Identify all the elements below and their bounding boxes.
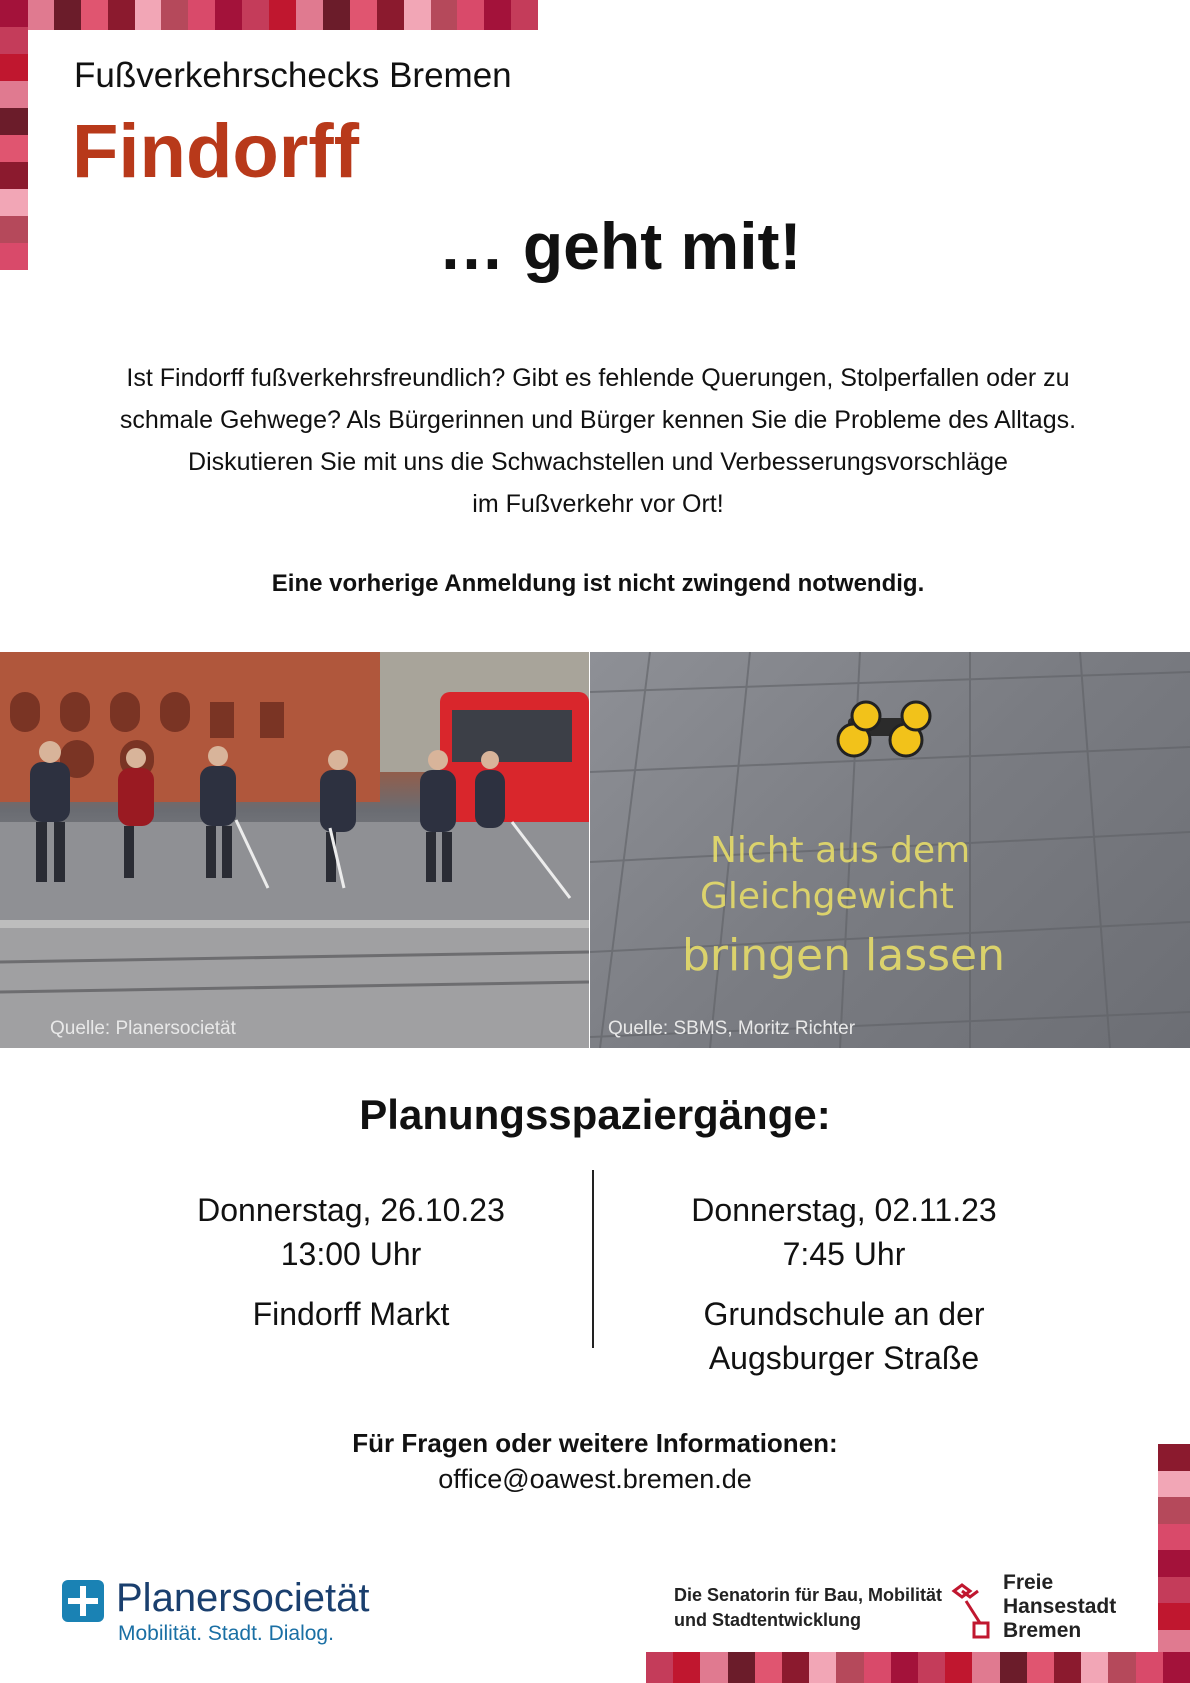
strip-segment — [0, 0, 28, 27]
registration-note: Eine vorherige Anmeldung ist nicht zwingend notwendig. — [271, 570, 925, 597]
decorative-strip-bottom — [646, 1652, 1190, 1683]
decorative-strip-top — [0, 0, 538, 30]
strip-segment — [431, 0, 458, 30]
strip-segment — [864, 1652, 891, 1683]
strip-segment — [945, 1652, 972, 1683]
strip-segment — [1027, 1652, 1054, 1683]
strip-segment — [215, 0, 242, 30]
strip-segment — [242, 0, 269, 30]
strip-segment — [350, 0, 377, 30]
photo-credit: Quelle: SBMS, Moritz Richter — [608, 1018, 856, 1039]
walk-location — [121, 1292, 581, 1336]
senator-line: und Stadtentwicklung — [674, 1610, 861, 1630]
strip-segment — [1158, 1497, 1190, 1524]
strip-segment — [918, 1652, 945, 1683]
strip-segment — [1054, 1652, 1081, 1683]
strip-segment — [1158, 1550, 1190, 1577]
photo-chalk-pavement — [590, 652, 1190, 1048]
contact-email-link[interactable]: office@oawest.bremen.de — [438, 1464, 752, 1494]
walk-date: Donnerstag, 02.11.23 — [691, 1192, 997, 1228]
strip-segment — [0, 81, 28, 108]
balance-board — [838, 702, 930, 756]
walk-location-line: Grundschule an der — [703, 1296, 985, 1332]
intro-line: Diskutieren Sie mit uns die Schwachstellen und Verbesserungsvorschläge — [188, 448, 1008, 476]
walk-time: 13:00 Uhr — [280, 1236, 422, 1272]
planersocietaet-logo — [62, 1576, 382, 1650]
strip-segment — [972, 1652, 999, 1683]
chalk-text: Nicht aus dem — [710, 830, 971, 871]
photo-credit: Quelle: Planersocietät — [50, 1018, 236, 1039]
photo-walking-group — [0, 652, 589, 1048]
strip-segment — [0, 27, 28, 54]
strip-segment — [188, 0, 215, 30]
strip-segment — [809, 1652, 836, 1683]
bremen-key-crest-icon — [948, 1583, 992, 1641]
walk-location — [614, 1292, 1074, 1380]
strip-segment — [0, 135, 28, 162]
headline: … geht mit! — [438, 209, 802, 283]
senator-line: Die Senatorin für Bau, Mobilität — [674, 1585, 943, 1605]
walk-date-card — [121, 1188, 581, 1336]
walk-date-card — [614, 1188, 1074, 1380]
strip-segment — [1000, 1652, 1027, 1683]
strip-segment — [457, 0, 484, 30]
logo-name: Planersocietät — [116, 1576, 370, 1620]
bremen-line: Bremen — [1003, 1619, 1082, 1642]
strip-segment — [1081, 1652, 1108, 1683]
column-divider — [592, 1170, 594, 1348]
strip-segment — [0, 108, 28, 135]
contact-label: Für Fragen oder weitere Informationen: — [352, 1428, 838, 1458]
intro-line: schmale Gehwege? Als Bürgerinnen und Bürger kennen Sie die Probleme des Alltags. — [119, 406, 1077, 434]
bremen-line: Freie — [1003, 1571, 1054, 1594]
bremen-line: Hansestadt — [1003, 1595, 1117, 1618]
strip-segment — [700, 1652, 727, 1683]
strip-segment — [1158, 1603, 1190, 1630]
strip-segment — [135, 0, 162, 30]
page-title: Findorff — [72, 109, 360, 194]
planersocietaet-mark-icon — [62, 1580, 104, 1622]
strip-segment — [1136, 1652, 1163, 1683]
walk-location-line: Augsburger Straße — [708, 1340, 980, 1376]
strip-segment — [782, 1652, 809, 1683]
strip-segment — [27, 0, 54, 30]
intro-text — [0, 357, 1190, 525]
intro-line: Ist Findorff fußverkehrsfreundlich? Gibt es fehlende Querungen, Stolperfallen oder zu — [126, 364, 1070, 392]
strip-segment — [511, 0, 538, 30]
strip-segment — [484, 0, 511, 30]
strip-segment — [161, 0, 188, 30]
strip-segment — [54, 0, 81, 30]
walks-heading: Planungsspaziergänge: — [359, 1091, 831, 1138]
walk-time: 7:45 Uhr — [782, 1236, 906, 1272]
strip-segment — [296, 0, 323, 30]
strip-segment — [108, 0, 135, 30]
strip-segment — [377, 0, 404, 30]
chalk-text: bringen lassen — [682, 930, 1005, 981]
intro-line: im Fußverkehr vor Ort! — [472, 490, 724, 518]
strip-segment — [891, 1652, 918, 1683]
bremen-logo-text — [1003, 1571, 1116, 1643]
strip-segment — [836, 1652, 863, 1683]
walk-date: Donnerstag, 26.10.23 — [197, 1192, 505, 1228]
strip-segment — [0, 162, 28, 189]
strip-segment — [81, 0, 108, 30]
logo-tagline: Mobilität. Stadt. Dialog. — [118, 1622, 334, 1645]
walk-location-line: Findorff Markt — [252, 1296, 450, 1332]
strip-segment — [728, 1652, 755, 1683]
strip-segment — [1163, 1652, 1190, 1683]
strip-segment — [646, 1652, 673, 1683]
strip-segment — [0, 54, 28, 81]
strip-segment — [673, 1652, 700, 1683]
senator-logo-text — [674, 1583, 942, 1633]
strip-segment — [1158, 1524, 1190, 1551]
page-subtitle: Fußverkehrschecks Bremen — [74, 56, 512, 95]
strip-segment — [755, 1652, 782, 1683]
strip-segment — [404, 0, 431, 30]
strip-segment — [269, 0, 296, 30]
strip-segment — [323, 0, 350, 30]
chalk-text: Gleichgewicht — [700, 876, 954, 917]
strip-segment — [1158, 1577, 1190, 1604]
strip-segment — [1108, 1652, 1135, 1683]
